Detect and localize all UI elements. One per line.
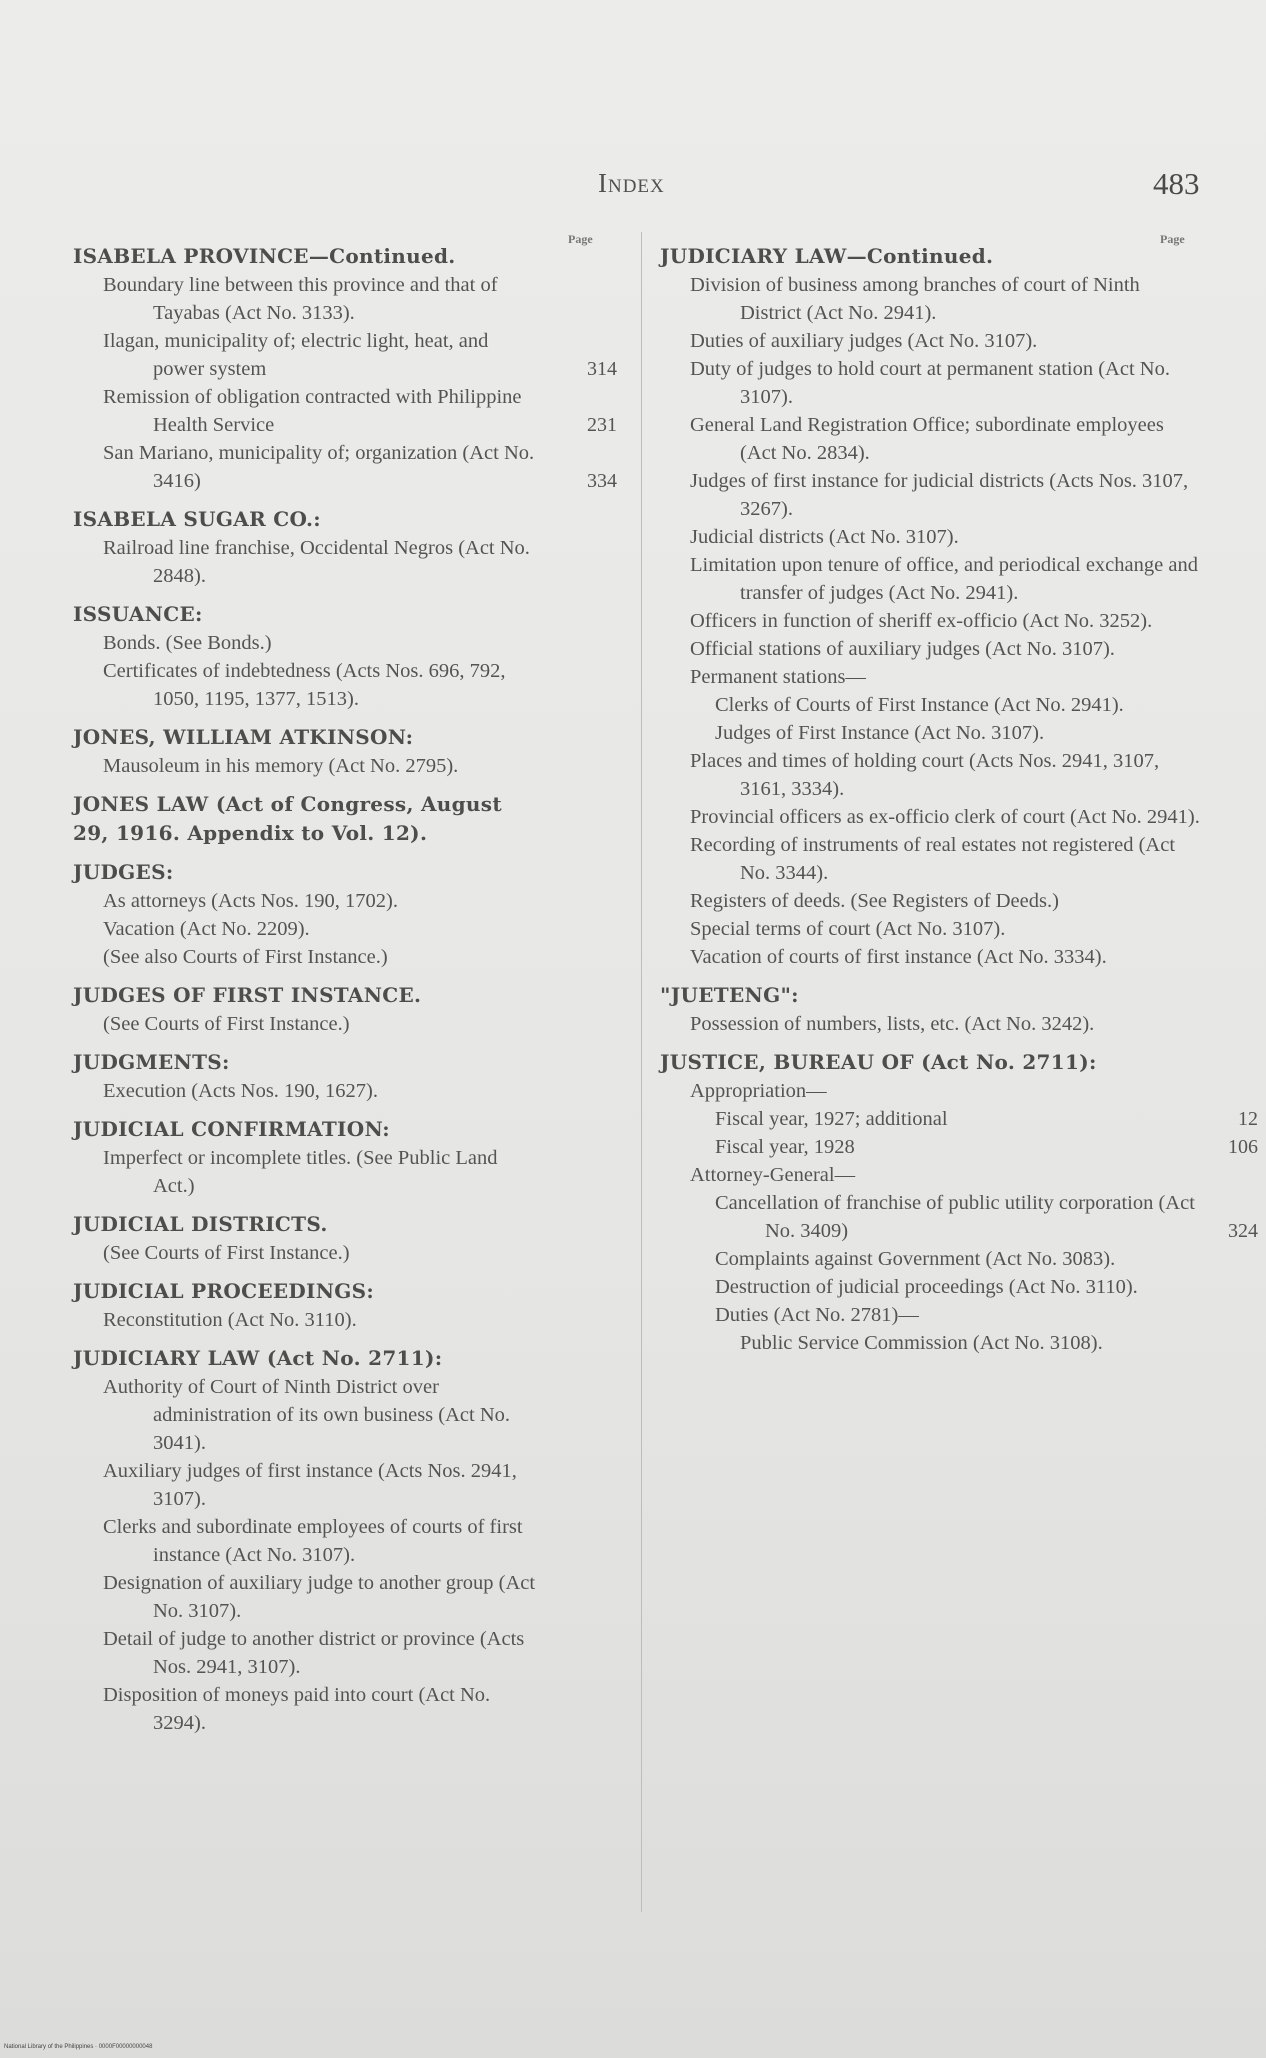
entry-text: Clerks of Courts of First Instance (Act No. 2941).: [715, 694, 1124, 716]
page-reference: 324: [1228, 1220, 1258, 1242]
entry-text: JUDICIAL CONFIRMATION:: [73, 1117, 390, 1141]
index-subentry: [73, 1239, 543, 1267]
index-subentry: [73, 1569, 543, 1625]
index-subentry: [73, 887, 543, 915]
index-subentry: [660, 831, 1200, 887]
index-subentry: [660, 915, 1200, 943]
page-column-label: Page: [1160, 232, 1185, 246]
entry-text: Vacation of courts of first instance (Act No. 3334).: [690, 946, 1107, 968]
index-heading: [73, 242, 543, 271]
entry-text: Fiscal year, 1928: [715, 1136, 855, 1158]
entry-text: JUDGMENTS:: [73, 1050, 230, 1074]
entry-text: Ilagan, municipality of; electric light, heat, and power system: [103, 330, 489, 380]
entry-text: "JUETENG":: [660, 983, 799, 1007]
index-subentry: [660, 719, 1200, 747]
entry-text: Limitation upon tenure of office, and periodical exchange and transfer of judges (Act No. 2941).: [690, 554, 1198, 604]
entry-text: Official stations of auxiliary judges (Act No. 3107).: [690, 638, 1115, 660]
index-column-left: [73, 232, 617, 1737]
entry-text: ISABELA PROVINCE—Continued.: [73, 244, 456, 268]
index-subentry: [660, 1161, 1200, 1189]
index-subentry: [73, 439, 617, 495]
index-subentry: [73, 1457, 543, 1513]
page-reference: 231: [587, 414, 617, 436]
index-subentry: [660, 747, 1200, 803]
entry-text: JUDICIARY LAW (Act No. 2711):: [73, 1346, 443, 1370]
index-heading: [73, 858, 543, 887]
index-subentry: [660, 1010, 1200, 1038]
index-subentry: [73, 327, 617, 383]
entry-text: JUDGES OF FIRST INSTANCE.: [73, 983, 422, 1007]
index-subentry: [660, 803, 1200, 831]
index-heading: [73, 790, 543, 848]
entry-text: Judges of First Instance (Act No. 3107).: [715, 722, 1045, 744]
page-reference: 314: [587, 358, 617, 380]
entry-text: Officers in function of sheriff ex-officio (Act No. 3252).: [690, 610, 1153, 632]
index-subentry: [73, 943, 543, 971]
entry-text: Attorney-General—: [690, 1164, 856, 1186]
index-subentry: [660, 943, 1200, 971]
index-subentry: [73, 915, 543, 943]
entry-text: General Land Registration Office; subordinate employees (Act No. 2834).: [690, 414, 1164, 464]
index-subentry: [660, 467, 1200, 523]
entry-text: Boundary line between this province and that of Tayabas (Act No. 3133).: [103, 274, 498, 324]
page-column-label: Page: [568, 232, 593, 246]
running-head: Index: [598, 168, 665, 198]
column-divider: [641, 232, 642, 1912]
index-subentry: [660, 327, 1200, 355]
entry-text: Cancellation of franchise of public utility corporation (Act No. 3409): [715, 1192, 1195, 1242]
index-subentry: [660, 1077, 1200, 1105]
entry-text: JUDICIARY LAW—Continued.: [660, 244, 994, 268]
index-subentry: [660, 1105, 1258, 1133]
entry-text: JONES LAW (Act of Congress, August 29, 1916. Appendix to Vol. 12).: [73, 792, 502, 845]
entry-text: Execution (Acts Nos. 190, 1627).: [103, 1080, 378, 1102]
index-subentry: [73, 1077, 543, 1105]
index-subentry: [73, 1144, 543, 1200]
index-heading: [73, 723, 543, 752]
index-subentry: [660, 1189, 1258, 1245]
index-heading: [660, 981, 1200, 1010]
entry-text: Certificates of indebtedness (Acts Nos. 696, 792, 1050, 1195, 1377, 1513).: [103, 660, 506, 710]
index-heading: [73, 1115, 543, 1144]
entry-text: Bonds. (See Bonds.): [103, 632, 272, 654]
entry-text: As attorneys (Acts Nos. 190, 1702).: [103, 890, 398, 912]
entry-text: Fiscal year, 1927; additional: [715, 1108, 948, 1130]
entry-text: JUDICIAL PROCEEDINGS:: [73, 1279, 375, 1303]
entry-text: JUDICIAL DISTRICTS.: [73, 1212, 328, 1236]
entry-text: ISABELA SUGAR CO.:: [73, 507, 321, 531]
entry-text: Vacation (Act No. 2209).: [103, 918, 310, 940]
entry-text: Complaints against Government (Act No. 3083).: [715, 1248, 1116, 1270]
index-subentry: [73, 1681, 543, 1737]
index-heading: [73, 981, 543, 1010]
page-reference: 106: [1228, 1136, 1258, 1158]
entry-text: Judicial districts (Act No. 3107).: [690, 526, 959, 548]
entry-text: Remission of obligation contracted with Philippine Health Service: [103, 386, 522, 436]
entry-text: Designation of auxiliary judge to another group (Act No. 3107).: [103, 1572, 536, 1622]
page-reference: 334: [587, 470, 617, 492]
entry-text: Clerks and subordinate employees of courts of first instance (Act No. 3107).: [103, 1516, 523, 1566]
entry-text: JUSTICE, BUREAU OF (Act No. 2711):: [660, 1050, 1097, 1074]
entry-text: (See Courts of First Instance.): [103, 1242, 350, 1264]
entry-text: Authority of Court of Ninth District over administration of its own business (Act No. 3041).: [103, 1376, 511, 1454]
index-subentry: [73, 1010, 543, 1038]
page-number: 483: [1153, 166, 1200, 201]
index-subentry: [73, 1625, 543, 1681]
entry-text: Duty of judges to hold court at permanent station (Act No. 3107).: [690, 358, 1170, 408]
entry-text: (See also Courts of First Instance.): [103, 946, 388, 968]
entry-text: Imperfect or incomplete titles. (See Public Land Act.): [103, 1147, 498, 1197]
index-subentry: [660, 523, 1200, 551]
index-subentry: [660, 551, 1200, 607]
entry-text: Special terms of court (Act No. 3107).: [690, 918, 1006, 940]
index-subentry: [660, 411, 1200, 467]
entry-text: Auxiliary judges of first instance (Acts Nos. 2941, 3107).: [103, 1460, 517, 1510]
entry-text: JONES, WILLIAM ATKINSON:: [73, 725, 414, 749]
index-subentry: [660, 1245, 1200, 1273]
entry-text: Appropriation—: [690, 1080, 827, 1102]
entry-text: Duties of auxiliary judges (Act No. 3107).: [690, 330, 1038, 352]
index-subentry: [660, 887, 1200, 915]
entry-text: Division of business among branches of court of Ninth District (Act No. 2941).: [690, 274, 1140, 324]
index-subentry: [73, 1306, 543, 1334]
entry-text: Registers of deeds. (See Registers of Deeds.): [690, 890, 1059, 912]
entry-text: Places and times of holding court (Acts Nos. 2941, 3107, 3161, 3334).: [690, 750, 1160, 800]
entry-text: Provincial officers as ex-officio clerk of court (Act No. 2941).: [690, 806, 1200, 828]
index-subentry: [660, 663, 1200, 691]
entry-text: (See Courts of First Instance.): [103, 1013, 350, 1035]
index-column-right: [660, 232, 1258, 1357]
index-subentry: [660, 1329, 1200, 1357]
entry-text: Public Service Commission (Act No. 3108).: [740, 1332, 1103, 1354]
entry-text: Destruction of judicial proceedings (Act No. 3110).: [715, 1276, 1138, 1298]
index-subentry: [73, 1373, 543, 1457]
index-subentry: [73, 383, 617, 439]
entry-text: Mausoleum in his memory (Act No. 2795).: [103, 755, 459, 777]
index-subentry: [73, 752, 543, 780]
index-subentry: [660, 271, 1200, 327]
entry-text: Recording of instruments of real estates not registered (Act No. 3344).: [690, 834, 1176, 884]
index-subentry: [73, 629, 543, 657]
index-subentry: [660, 355, 1200, 411]
index-subentry: [660, 635, 1200, 663]
entry-text: Railroad line franchise, Occidental Negros (Act No. 2848).: [103, 537, 530, 587]
index-heading: [73, 1210, 543, 1239]
entry-text: Detail of judge to another district or province (Acts Nos. 2941, 3107).: [103, 1628, 525, 1678]
entry-text: Duties (Act No. 2781)—: [715, 1304, 919, 1326]
index-heading: [73, 1344, 543, 1373]
entry-text: Disposition of moneys paid into court (Act No. 3294).: [103, 1684, 491, 1734]
index-subentry: [660, 691, 1200, 719]
index-heading: [73, 600, 543, 629]
index-subentry: [73, 271, 543, 327]
entry-text: JUDGES:: [73, 860, 174, 884]
entry-text: Possession of numbers, lists, etc. (Act No. 3242).: [690, 1013, 1095, 1035]
index-heading: [73, 1048, 543, 1077]
scan-footer: National Library of the Philippines · 0000F00000000048: [4, 2044, 153, 2050]
index-subentry: [660, 1301, 1200, 1329]
index-subentry: [73, 657, 543, 713]
index-subentry: [660, 1273, 1200, 1301]
entry-text: Permanent stations—: [690, 666, 866, 688]
index-subentry: [73, 534, 543, 590]
index-subentry: [660, 607, 1200, 635]
entry-text: San Mariano, municipality of; organization (Act No. 3416): [103, 442, 535, 492]
index-heading: [660, 242, 1200, 271]
index-subentry: [73, 1513, 543, 1569]
index-heading: [73, 1277, 543, 1306]
index-heading: [73, 505, 543, 534]
entry-text: Judges of first instance for judicial districts (Acts Nos. 3107, 3267).: [690, 470, 1189, 520]
entry-text: ISSUANCE:: [73, 602, 203, 626]
index-subentry: [660, 1133, 1258, 1161]
index-heading: [660, 1048, 1200, 1077]
page-reference: 12: [1238, 1108, 1258, 1130]
entry-text: Reconstitution (Act No. 3110).: [103, 1309, 357, 1331]
